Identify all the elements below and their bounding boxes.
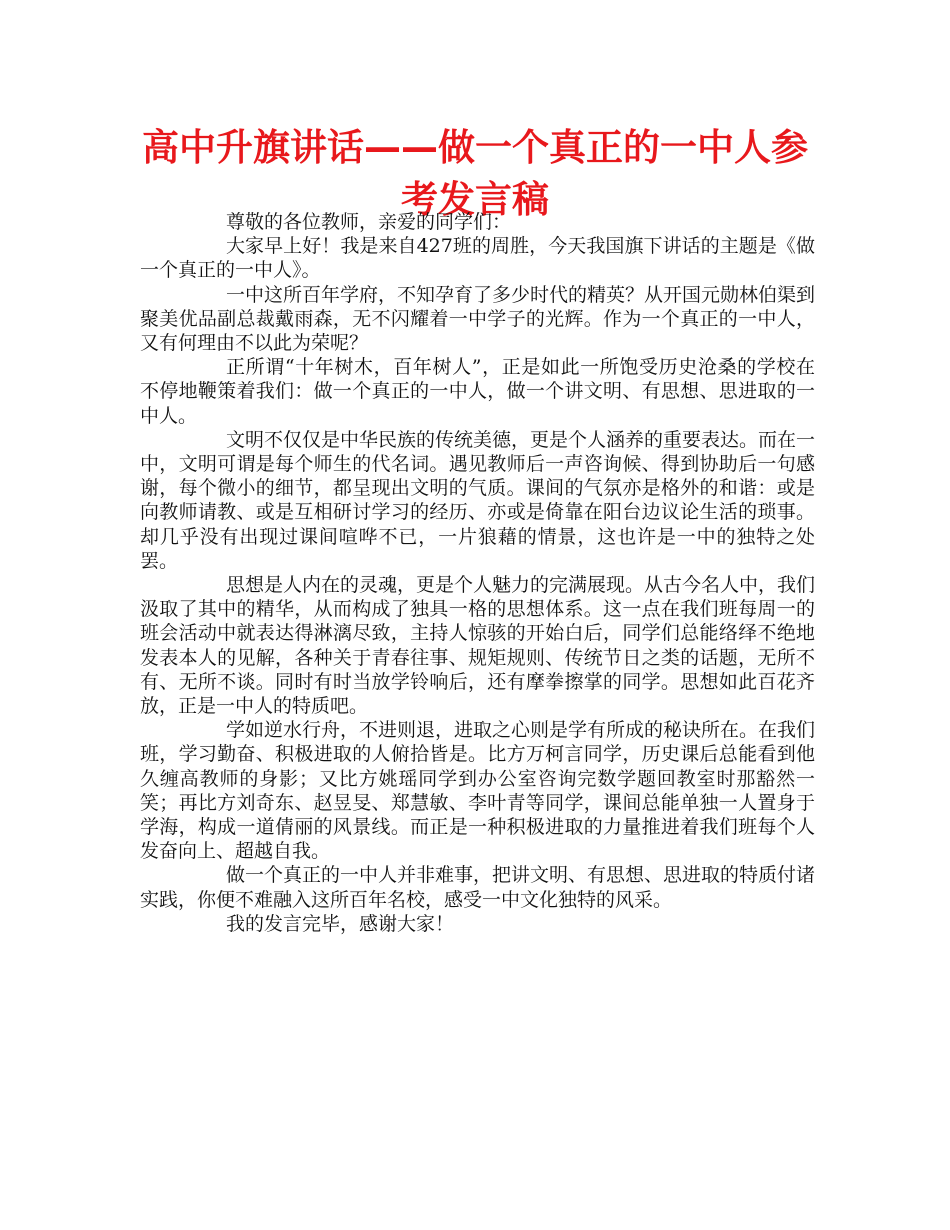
paragraph-greeting: 尊敬的各位教师，亲爱的同学们：: [226, 211, 512, 233]
paragraph-closing: 我的发言完毕，感谢大家！: [226, 912, 455, 935]
paragraph-motto: 正所谓“十年树木，百年树人”，正是如此一所饱受历史沧桑的学校在不停地鞭策着我们：做一个真正的一中人，做一个讲文明、有思想、思进取的一中人。: [140, 356, 815, 427]
paragraph-school-history: 一中这所百年学府，不知孕育了多少时代的精英？从开国元勋林伯渠到聚美优品副总裁戴雨森，无不闪耀着一中学子的光辉。作为一个真正的一中人，又有何理由不以此为荣呢？: [140, 283, 816, 355]
paragraph-thought: 思想是人内在的灵魂，更是个人魅力的完满展现。从古今名人中，我们汲取了其中的精华，从而构成了独具一格的思想体系。这一点在我们班每周一的班会活动中就表达得淋漓尽致，主持人惊骇的开始白后，同学们总能络绎不绝地发表本人的见解，各种关于青春往事、规矩规则、传统节日之类的话题，无所不有、无所不谈。同时有时当放学铃响后，还有摩拳擦掌的同学。思想如此百花齐放，正是一中人的特质吧。: [140, 574, 816, 718]
paragraph-conclusion: 做一个真正的一中人并非难事，把讲文明、有思想、思进取的特质付诸实践，你便不难融入这所百年名校，感受一中文化独特的风采。: [140, 864, 816, 911]
document-title: 高中升旗讲话——做一个真正的一中人参考发言稿: [142, 126, 808, 221]
paragraph-progress: 学如逆水行舟，不进则退，进取之心则是学有所成的秘诀所在。在我们班，学习勤奋、积极进取的人俯拾皆是。比方万柯言同学，历史课后总能看到他久缠高教师的身影；又比方姚瑶同学到办公室咨询完数学题回教室时那豁然一笑；再比方刘奇东、赵昱旻、郑慧敏、李叶青等同学，课间总能单独一人置身于学海，构成一道倩丽的风景线。而正是一种积极进取的力量推进着我们班每个人发奋向上、超越自我。: [140, 719, 816, 863]
paragraph-civility: 文明不仅仅是中华民族的传统美德，更是个人涵养的重要表达。而在一中，文明可谓是每个师生的代名词。遇见教师后一声咨询候、得到协助后一句感谢，每个微小的细节，都呈现出文明的气质。课间的气氛亦是格外的和谐：或是向教师请教、或是互相研讨学习的经历、亦或是倚靠在阳台边议论生活的琐事。却几乎没有出现过课间喧哗不已，一片狼藉的情景，这也许是一中的独特之处罢。: [140, 428, 816, 572]
document-body: [140, 210, 815, 936]
paragraph-intro: 大家早上好！我是来自427班的周胜，今天我国旗下讲话的主题是《做一个真正的一中人》。: [140, 235, 815, 282]
